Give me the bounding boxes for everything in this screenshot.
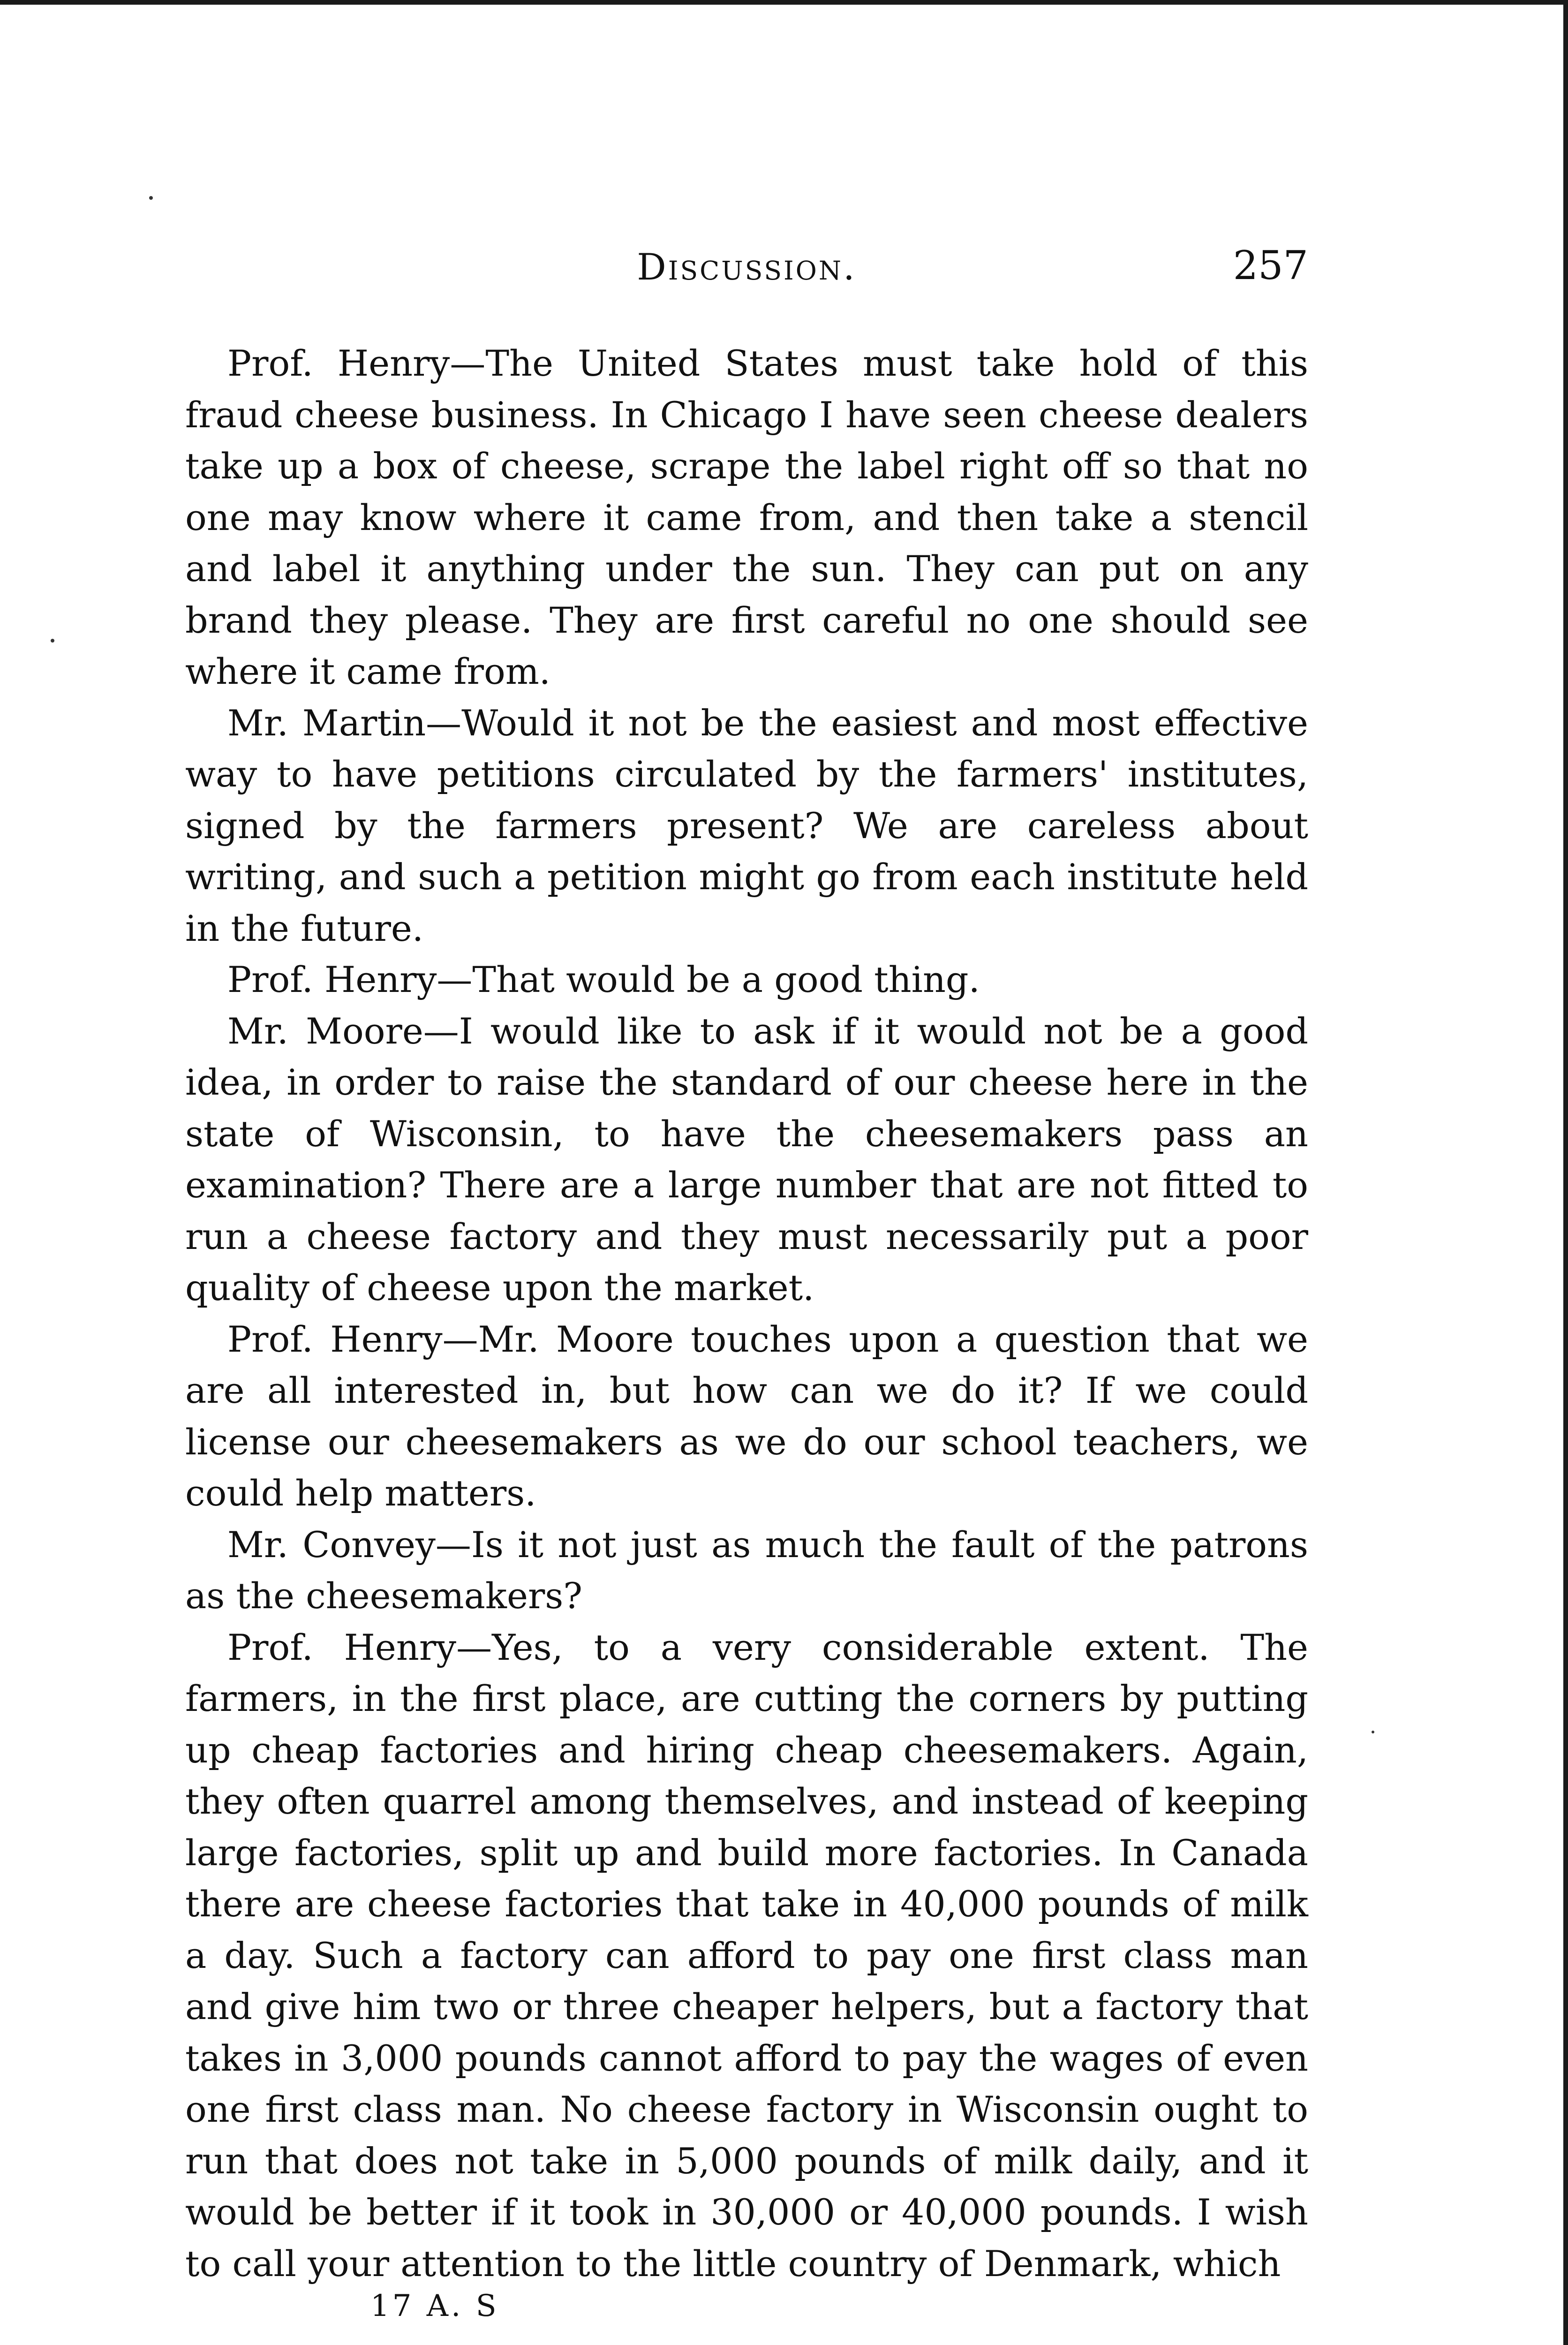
signature-mark: 17 A. S <box>370 2289 499 2323</box>
paragraph: Mr. Martin—Would it not be the easiest and most effective way to have petitions circulated by the farmers' institutes, signed by the farmers present? We are careless about writing, and such a petition might go from each institute held in the future. <box>185 702 1308 949</box>
paragraph: Mr. Moore—I would like to ask if it would not be a good idea, in order to raise the standard of our cheese here in the state of Wisconsin, to have the cheesemakers pass an examination? There are a large number that are not fitted to run a cheese factory and they must necessarily put a poor quality of cheese upon the market. <box>185 1010 1308 1309</box>
paragraph: Prof. Henry—The United States must take hold of this fraud cheese business. In Chicago I have seen cheese dealers take up a box of cheese, scrape the label right off so that no one may know where it came from, and then take a stencil and label it anything under the sun. They can put on any brand they please. They are first careful no one should see where it came from. <box>185 342 1308 692</box>
body-text <box>185 338 1308 2289</box>
page-header <box>185 242 1308 288</box>
paragraph: Prof. Henry—Yes, to a very considerable extent. The farmers, in the first place, are cutting the corners by putting up cheap factories and hiring cheap cheesemakers. Again, they often quarrel among themselves, and instead of keeping large factories, split up and build more factories. In Canada there are cheese factories that take in 40,000 pounds of milk a day. Such a factory can afford to pay one first class man and give him two or three cheaper helpers, but a factory that takes in 3,000 pounds cannot afford to pay the wages of even one first class man. No cheese factory in Wisconsin ought to run that does not take in 5,000 pounds of milk daily, and it would be better if it took in 30,000 or 40,000 pounds. I wish to call your attention to the little country of Denmark, which <box>185 1626 1308 2284</box>
print-speck <box>51 639 54 643</box>
paragraph: Prof. Henry—Mr. Moore touches upon a question that we are all interested in, but how can we do it? If we could license our cheesemakers as we do our school teachers, we could help matters. <box>185 1318 1308 1514</box>
print-speck <box>149 196 153 200</box>
paragraph: Mr. Convey—Is it not just as much the fault of the patrons as the cheesemakers? <box>185 1523 1308 1617</box>
print-speck <box>1372 1731 1374 1733</box>
page-number: 257 <box>1233 242 1308 288</box>
running-title: Discussion. <box>637 246 857 288</box>
paragraph: Prof. Henry—That would be a good thing. <box>227 959 980 1000</box>
